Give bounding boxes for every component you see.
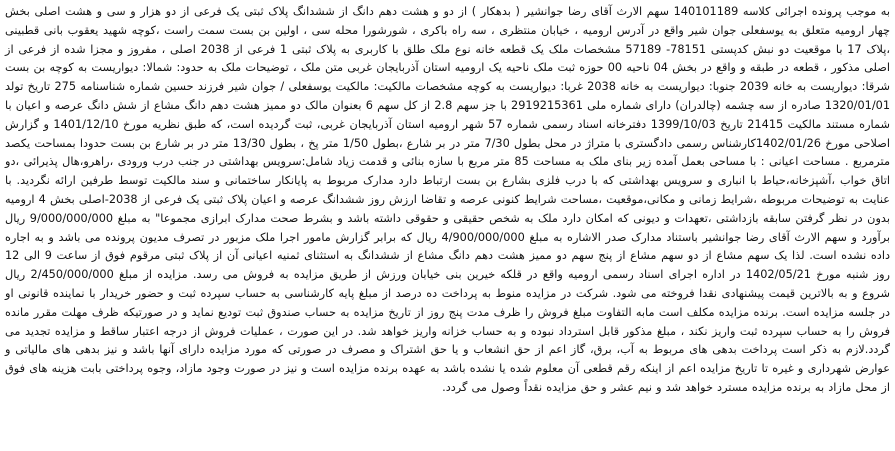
auction-notice-text: به موجب پرونده اجرائی کلاسه 140101189 سهم الارث آقای رضا جوانشیر ( بدهکار ) از دو و هشت دهم دانگ از ششدانگ پلاک ثبتی یک فرعی از دو هزار و سی و هشت اصلی بخش چهار ارومیه متعلق به یوسفعلی جوان شیر واقع در آدرس ارومیه ، خیابان منتظری ، سه راه باکری ، شورشورا محله سی ، اولین بن بست سمت راست ،کوچه شهید یعقوب بانی قطبینی ،پلاک 17 با موقعیت دو نبش کدپستی 78151- 57189 مشخصات ملک یک قطعه خانه نوع ملک طلق با کاربری به پلاک ثبتی 1 فرعی از 2038 اصلی ، مفروز و مجزا شده از فرعی از اصلی مذکور ، قطعه در طبقه و واقع در بخش 04 ناحیه 00 حوزه ثبت ملک ناحیه یک ارومیه استان آذربایجان غربی متن ملک ، توضیحات ملک به حدود: شمالا: دیواریست به کوچه بن بست شرقا: دیواریست به خانه 2039 جنوبا: دیواریست به خانه 2038 غربا: دیواریست به کوچه مشخصات مالکیت: مالکیت یوسفعلی / جوان شیر فرزند حسین شماره شناسنامه 275 تاریخ تولد 1320/01/01 صادره از سه چشمه (چالدران) دارای شماره ملی 2919215361 با جز سهم 2.8 از کل سهم 6 بعنوان مالک دو ممیز هشت دهم دانگ مشاع از شش دانگ عرصه و اعیان با شماره مستند مالکیت 21415 تاریخ 1399/10/03 دفترخانه اسناد رسمی شماره 57 شهر ارومیه استان آذربایجان غربی، ثبت گردیده است، که طبق نظریه مورخ 1401/12/10 و گزارش اصلاحی مورخ 1402/01/26کارشناس رسمی دادگستری با متراژ در محل بطول 7/30 متر در بر شارع ،بطول 1/50 متر پخ ، بطول 13/30 متر در بر شارع بن بست حدودا بمساحت یکصد مترمربع . مساحت اعیانی : با مساحی بعمل آمده زیر بنای ملک به مساحت 85 متر مربع با سازه بنائی و قدمت زیاد شامل:سرویس بهداشتی در جنب درب ورودی ،راهرو،هال پذیرائی ،دو اتاق خواب ،آشپزخانه،حیاط با انباری و سرویس بهداشتی که با درب فلزی بشارع بن بست ارتباط دارد مدارک مربوط به پایانکار ساختمانی و سند مالکیت توسط طرفین ارائه نگردید. با عنایت به توضیحات مربوطه ،شرایط زمانی و مکانی،موقعیت ،مساحت شرایط کنونی عرصه و تقاضا ارزش روز ششدانگ عرصه و اعیان پلاک ثبتی یک فرعی از 2038-اصلی بخش 4 ارومیه بدون در نظر گرفتن سابقه بازداشتی ،تعهدات و دیونی که امکان دارد ملک به شخص حقیقی و حقوقی داشته باشد و بشرط صحت مدارک ابرازی مجموعا" به مبلغ 9/000/000/000 ریال برآورد و سهم الارث آقای رضا جوانشیر باستناد مدارک صدر الاشاره به مبلغ 4/900/000/000 ریال که برابر گزارش مامور اجرا ملک مزبور در تصرف مدیون پرونده می باشد و به اجاره داده نشده است. لذا یک سهم مشاع از دو سهم مشاع از پنج سهم دو ممیز هشت دهم دانگ مشاع از ششدانگ به استثنای ثمنیه اعیانی آن از پلاک ثبتی مرقوم فوق از ساعت 9 الی 12 روز شنبه مورخ 1402/05/21 در اداره اجرای اسناد رسمی ارومیه واقع در قلکه خیرین بنی خیابان ورزش از طریق مزایده به فروش می رسد. مزایده از مبلغ 2/450/000/000 ریال شروع و به بالاترین قیمت پیشنهادی نقدا فروخته می شود. شرکت در مزایده منوط به پرداخت ده درصد از مبلغ پایه کارشناسی به حساب سپرده ثبت و حضور خریدار با نماینده قانونی او در جلسه مزایده است. برنده مزایده مکلف است مابه التفاوت مبلغ فروش را ظرف مدت پنج روز از تاریخ مزایده به حساب صندوق ثبت تودیع نماید و در صورتیکه ظرف مهلت مقرر مانده فروش را به حساب سپرده ثبت واریز نکند ، مبلغ مذکور قابل استرداد نبوده و به حساب خزانه واریز خواهد شد. در این صورت ، عملیات فروش از درجه اعتبار ساقط و مزایده تجدید می گردد.لازم به ذکر است پرداخت بدهی های مربوط به آب، برق، گاز اعم از حق انشعاب و یا حق اشتراک و مصرف در صورتی که مورد مزایده دارای آنها باشد و نیز بدهی های مالیاتی و عوارض شهرداری و غیره تا تاریخ مزایده اعم از اینکه رقم قطعی آن معلوم شده یا نشده باشد به عهده برنده مزایده است و نیز در صورت وجود مازاد، وجوه پرداختی بابت هزینه های فوق از محل مازاد به برنده مزایده مسترد خواهد شد و نیم عشر و حق مزایده نقداً وصول می گردد. xyxy=(5,5,891,394)
